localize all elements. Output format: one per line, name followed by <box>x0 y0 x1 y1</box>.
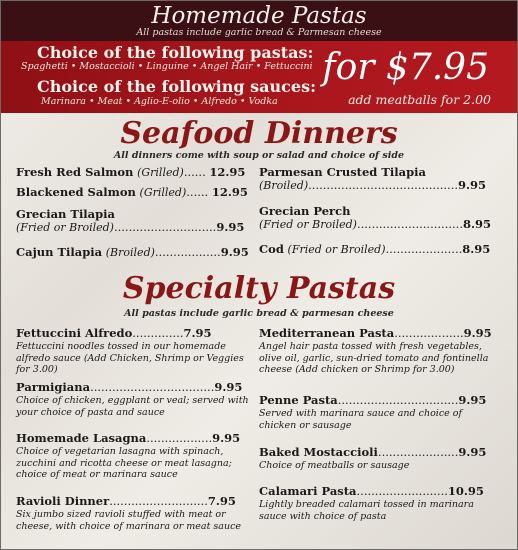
item-leader: ................... <box>394 326 464 340</box>
item-price: 8.95 <box>462 242 491 256</box>
item-qualifier: (Fried or Broiled) <box>287 243 386 256</box>
item-leader: .............. <box>132 326 184 340</box>
sauces-list: Marinara • Meat • Aglio-E-olio • Alfredo • Vodka <box>41 96 278 107</box>
menu-item <box>259 485 484 498</box>
item-qualifier: (Broiled) <box>259 179 309 192</box>
item-qualifier: (Fried or Broiled) <box>259 218 357 231</box>
item-name: Ravioli Dinner <box>16 494 110 508</box>
item-leader: ...... <box>183 165 206 179</box>
item-price: 10.95 <box>447 484 484 498</box>
item-leader: .................................. <box>90 380 215 394</box>
item-name: Penne Pasta <box>259 393 338 407</box>
pastas-heading: Choice of the following pastas: <box>37 43 314 62</box>
item-price: 12.95 <box>209 165 246 179</box>
item-leader: ..................... <box>385 242 463 256</box>
menu-item <box>259 327 492 340</box>
pasta-choice-banner <box>1 41 517 113</box>
seafood-note: All dinners come with soup or salad and choice of side <box>113 150 405 161</box>
item-leader: ........................... <box>109 494 208 508</box>
item-qualifier: (Grilled) <box>139 186 187 199</box>
item-price: 12.95 <box>211 185 248 199</box>
item-description: Lightly breaded calamari tossed in marinara sauce with choice of pasta <box>259 499 474 522</box>
item-leader: ......................... <box>356 484 448 498</box>
menu-item <box>16 381 242 394</box>
item-price: 9.95 <box>458 393 487 407</box>
item-price: 9.95 <box>212 431 241 445</box>
item-qualifier: (Grilled) <box>137 166 184 179</box>
menu-item <box>16 208 244 234</box>
item-price: 9.95 <box>216 220 245 234</box>
item-price: 9.95 <box>214 380 243 394</box>
item-leader: .................. <box>146 431 213 445</box>
item-price: 8.95 <box>462 217 491 231</box>
item-description: Six jumbo sized ravioli stuffed with meat or cheese, with choice of marinara or meat sauce <box>16 509 242 532</box>
item-price: 9.95 <box>458 178 487 192</box>
menu-item <box>259 446 486 459</box>
header-subtitle: All pastas include garlic bread & Parmesan cheese <box>136 27 382 38</box>
item-name: Fettuccini Alfredo <box>16 326 133 340</box>
item-name: Cajun Tilapia <box>16 245 103 259</box>
item-name: Blackened Salmon <box>16 185 136 199</box>
sauces-heading: Choice of the following sauces: <box>37 77 316 96</box>
item-description: Choice of meatballs or sausage <box>259 460 410 471</box>
menu-item <box>259 243 490 256</box>
menu-item <box>16 432 240 445</box>
seafood-title: Seafood Dinners <box>120 116 398 151</box>
item-price: 7.95 <box>183 326 212 340</box>
menu-item <box>16 186 248 199</box>
item-qualifier: (Fried or Broiled) <box>16 221 114 234</box>
menu-item <box>16 495 236 508</box>
item-qualifier: (Broiled) <box>105 246 155 259</box>
item-name: Cod <box>259 242 284 256</box>
item-leader: ...................... <box>377 445 459 459</box>
menu-item <box>259 394 486 407</box>
item-leader: ............................ <box>113 220 217 234</box>
specialty-title: Specialty Pastas <box>122 271 396 306</box>
pasta-price: for $7.95 <box>322 47 489 88</box>
item-price: 9.95 <box>458 445 487 459</box>
item-leader: ............................. <box>356 217 463 231</box>
item-price: 7.95 <box>207 494 236 508</box>
menu-item <box>259 205 491 231</box>
meatballs-note: add meatballs for 2.00 <box>348 92 491 107</box>
item-name: Parmigiana <box>16 380 91 394</box>
item-description: Fettuccini noodles tossed in our homemade alfredo sauce (Add Chicken, Shrimp or Veggies for 3.00) <box>16 341 244 375</box>
menu-item <box>16 166 245 179</box>
specialty-note: All pastas include garlic bread & parmesan cheese <box>124 308 394 319</box>
item-leader: ...... <box>186 185 209 199</box>
menu-item <box>16 327 211 340</box>
item-name: Parmesan Crusted Tilapia <box>259 165 426 179</box>
item-name: Grecian Tilapia <box>16 207 115 221</box>
item-description: Served with marinara sauce and choice of chicken or sausage <box>259 408 463 431</box>
item-description: Choice of chicken, eggplant or veal; served with your choice of pasta and sauce <box>16 395 249 418</box>
item-description: Angel hair pasta tossed with fresh vegetables, olive oil, garlic, sun-dried tomato and fontinella cheese (Add chicken or Shrimp for 3.00) <box>259 341 489 375</box>
item-name: Mediterranean Pasta <box>259 326 395 340</box>
menu-item <box>16 246 249 259</box>
item-leader: ......................................... <box>308 178 459 192</box>
item-price: 9.95 <box>463 326 492 340</box>
item-name: Homemade Lasagna <box>16 431 147 445</box>
item-name: Fresh Red Salmon <box>16 165 134 179</box>
menu-item <box>259 166 486 192</box>
item-price: 9.95 <box>220 245 249 259</box>
item-leader: ................................. <box>337 393 459 407</box>
item-description: Choice of vegetarian lasagna with spinach, zucchini and ricotta cheese or meat lasagna; choice of meat or marinara sauce <box>16 446 232 480</box>
homemade-pastas-header <box>1 1 517 41</box>
item-name: Baked Mostaccioli <box>259 445 378 459</box>
item-name: Grecian Perch <box>259 204 351 218</box>
item-name: Calamari Pasta <box>259 484 357 498</box>
item-leader: .................. <box>154 245 221 259</box>
pastas-list: Spaghetti • Mostaccioli • Linguine • Angel Hair • Fettuccini <box>21 61 313 72</box>
header-title: Homemade Pastas <box>151 3 367 29</box>
